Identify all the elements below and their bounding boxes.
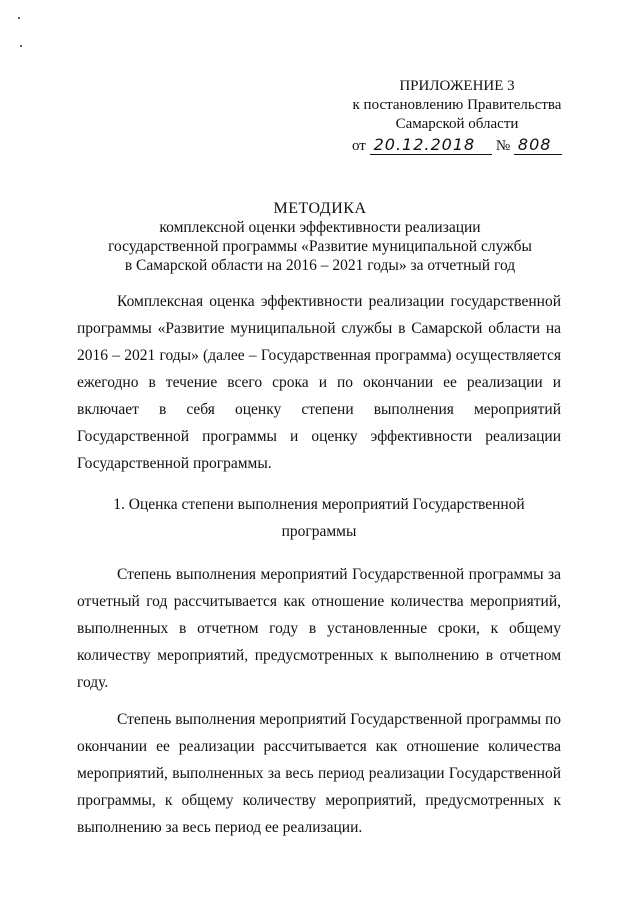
region-line: Самарской области bbox=[395, 116, 519, 132]
document-body bbox=[77, 288, 561, 841]
handwritten-date: 20.12.2018 bbox=[370, 135, 493, 155]
appendix-label: ПРИЛОЖЕНИЕ 3 bbox=[399, 78, 515, 94]
section-heading: 1. Оценка степени выполнения мероприятий Государственной программы bbox=[113, 496, 525, 540]
scan-speck bbox=[18, 17, 20, 19]
title-line: в Самарской области на 2016 – 2021 годы» за отчетный год bbox=[124, 257, 516, 274]
scan-speck bbox=[20, 45, 22, 47]
title-main: МЕТОДИКА bbox=[273, 200, 367, 217]
handwritten-number: 808 bbox=[514, 135, 562, 155]
date-number-line bbox=[352, 135, 562, 156]
number-label: № bbox=[495, 138, 511, 154]
title-line: комплексной оценки эффективности реализации bbox=[159, 219, 481, 236]
paragraph: Степень выполнения мероприятий Государственной программы за отчетный год рассчитывается как отношение количества мероприятий, выполненных в отчетном году в установленные сроки, к общему количеству мероприятий, предусмотренных к выполнению в отчетном году. bbox=[77, 566, 561, 691]
appendix-header bbox=[352, 77, 562, 156]
document-title bbox=[60, 199, 580, 275]
title-line: государственной программы «Развитие муниципальной службы bbox=[108, 238, 532, 255]
paragraph: Степень выполнения мероприятий Государственной программы по окончании ее реализации рассчитывается как отношение количества мероприятий, выполненных за весь период реализации Государственной программы, к общему количеству мероприятий, предусмотренных к выполнению за весь период ее реализации. bbox=[77, 711, 561, 836]
from-label: от bbox=[352, 138, 366, 154]
decree-line: к постановлению Правительства bbox=[352, 97, 562, 113]
intro-paragraph: Комплексная оценка эффективности реализации государственной программы «Развитие муниципальной службы в Самарской области на 2016 – 2021 годы» (далее – Государственная программа) осуществляется ежегодно в течение всего срока и по окончании ее реализации и включает в себя оценку степени выполнения мероприятий Государственной программы и оценку эффективности реализации Государственной программы. bbox=[77, 293, 561, 472]
